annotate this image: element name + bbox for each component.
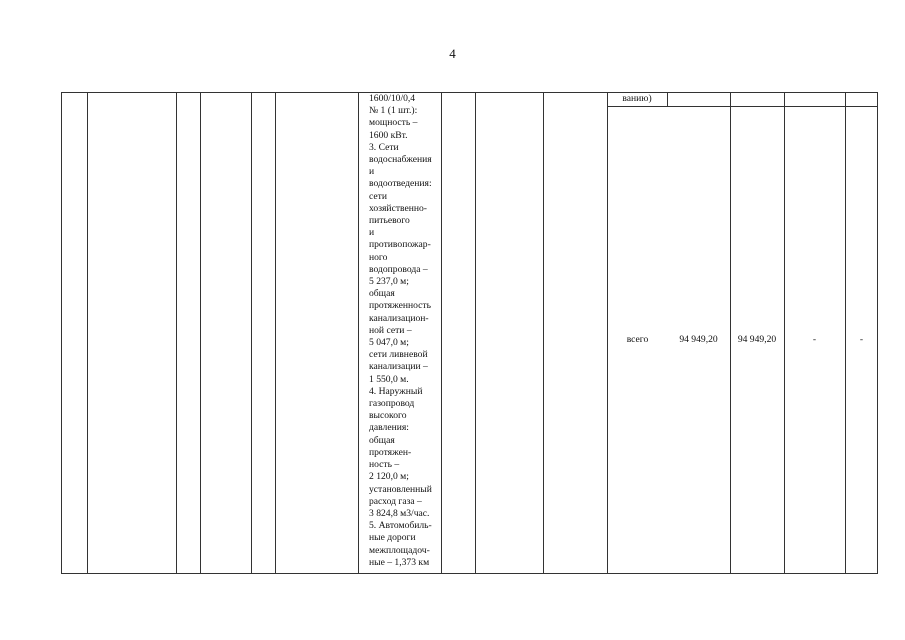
description-line: № 1 (1 шт.): <box>369 105 418 117</box>
column-divider <box>358 93 359 573</box>
column-divider <box>251 93 252 573</box>
description-line: сети <box>369 190 387 202</box>
description-line: общая <box>369 288 395 300</box>
description-line: протяжен- <box>369 446 412 458</box>
total-value-cell: - <box>812 334 817 345</box>
description-line: водоснабжения <box>369 154 432 166</box>
column-divider <box>543 93 544 573</box>
description-line: ные дороги <box>369 532 416 544</box>
column-divider <box>784 93 785 573</box>
column-divider <box>176 93 177 573</box>
description-line: 3. Сети <box>369 141 399 153</box>
description-line: канализацион- <box>369 312 429 324</box>
description-cell <box>369 93 451 569</box>
total-label-cell: всего <box>626 334 649 345</box>
description-line: 5 237,0 м; <box>369 276 409 288</box>
data-table <box>61 92 878 574</box>
continuation-cell: ванию) <box>622 93 652 104</box>
description-line: 4. Наружный <box>369 385 423 397</box>
description-line: расход газа – <box>369 495 422 507</box>
description-line: водоотведения: <box>369 178 432 190</box>
description-line: мощность – <box>369 117 418 129</box>
description-line: питьевого <box>369 215 410 227</box>
description-line: 1600/10/0,4 <box>369 93 416 104</box>
description-line: ного <box>369 251 388 263</box>
column-divider <box>607 93 608 573</box>
description-line: хозяйственно- <box>369 202 428 214</box>
column-divider <box>87 93 88 573</box>
total-value-cell: 94 949,20 <box>679 334 718 345</box>
description-line: межплощадоч- <box>369 544 430 556</box>
column-divider <box>275 93 276 573</box>
column-divider <box>730 93 731 573</box>
column-divider <box>200 93 201 573</box>
description-line: канализации – <box>369 361 428 373</box>
description-line: противопожар- <box>369 239 431 251</box>
page-number: 4 <box>449 46 456 61</box>
description-line: водопровода – <box>369 263 428 275</box>
description-line: 1600 кВт. <box>369 129 408 141</box>
description-line: высокого <box>369 410 407 422</box>
description-line: ные – 1,373 км <box>369 556 430 568</box>
description-line: 5 047,0 м; <box>369 337 409 349</box>
description-line: общая <box>369 434 395 446</box>
description-line: протяженность <box>369 300 431 312</box>
column-divider <box>475 93 476 573</box>
column-divider <box>845 93 846 573</box>
column-divider <box>667 93 668 106</box>
description-line: 5. Автомобиль- <box>369 520 432 532</box>
description-line: установленный <box>369 483 432 495</box>
description-line: и <box>369 227 375 239</box>
total-value-cell: - <box>859 334 864 345</box>
description-line: сети ливневой <box>369 349 428 361</box>
description-line: и <box>369 166 375 178</box>
description-line: ность – <box>369 459 400 471</box>
description-line: 2 120,0 м; <box>369 471 409 483</box>
description-line: ной сети – <box>369 324 412 336</box>
description-line: газопровод <box>369 398 415 410</box>
description-line: 1 550,0 м. <box>369 373 409 385</box>
description-line: давления: <box>369 422 409 434</box>
description-line: 3 824,8 м3/час. <box>369 507 430 519</box>
row-divider <box>607 106 878 107</box>
total-value-cell: 94 949,20 <box>737 334 777 345</box>
